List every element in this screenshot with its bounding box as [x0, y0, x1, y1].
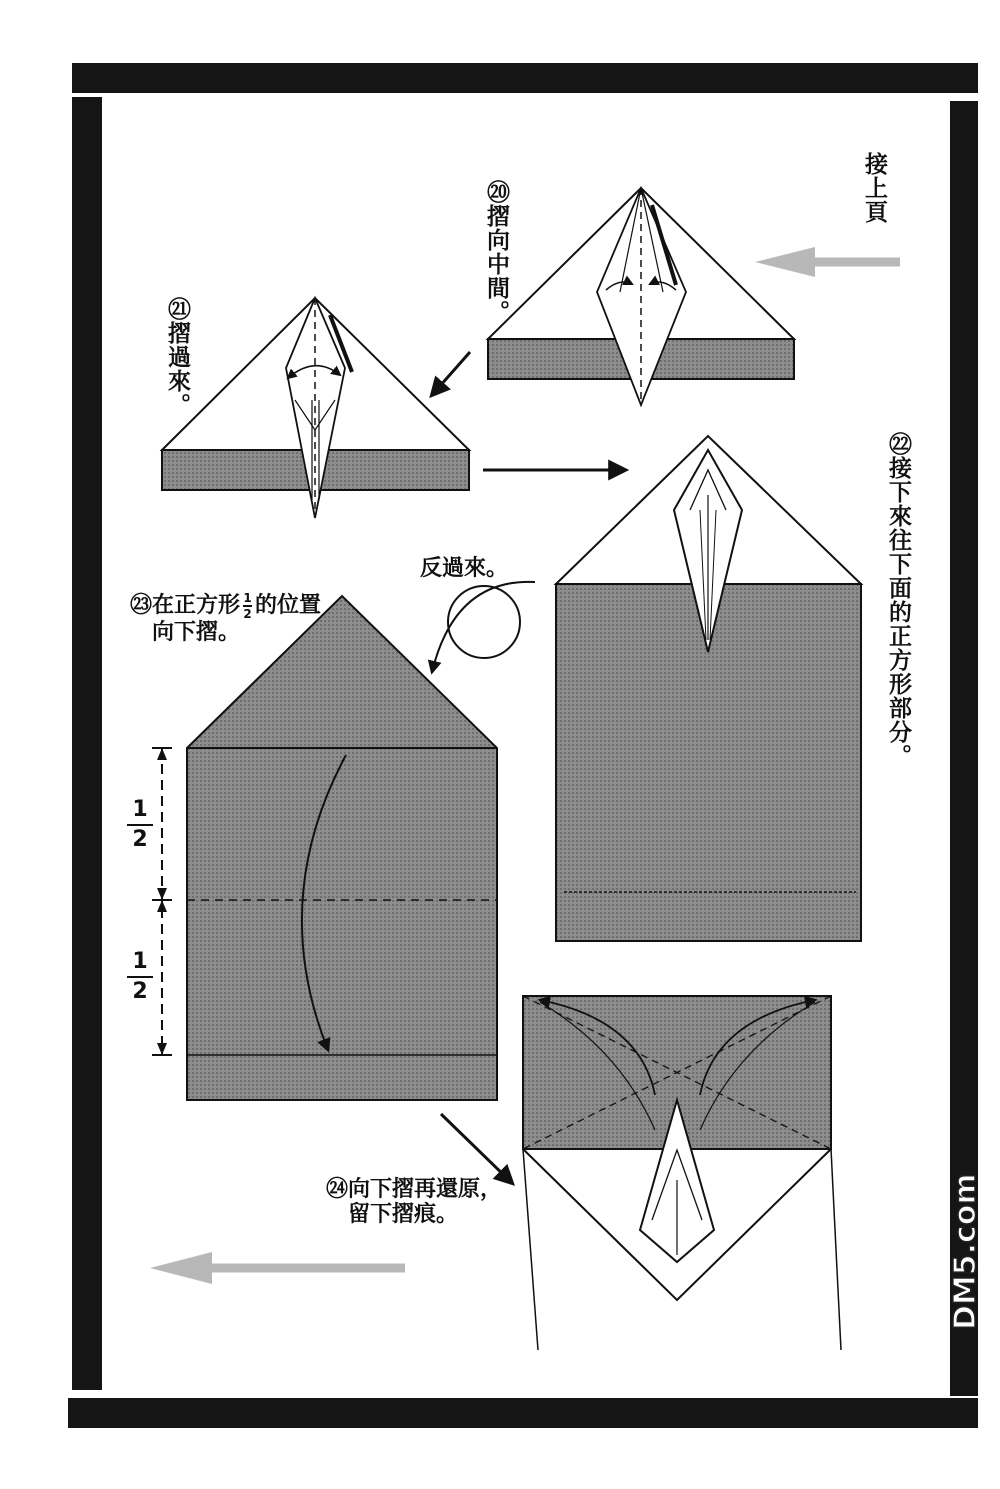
step-24-figure [523, 996, 841, 1350]
step-20-figure [488, 188, 794, 405]
step-24-line2: 留下摺痕。 [348, 1202, 459, 1228]
step-23-figure [152, 596, 497, 1100]
continue-label: 接上頁 [861, 152, 887, 224]
measure-top-num: 1 [132, 797, 148, 822]
step-24-label [326, 1177, 502, 1228]
measure-top-fraction [127, 798, 153, 852]
step-23-label [130, 592, 321, 645]
measure-bottom-num: 1 [132, 949, 148, 974]
step-23-line1: ㉓在正方形 [130, 593, 241, 619]
arrow-23-to-24 [441, 1114, 512, 1183]
step-20-label: ⑳摺向中間。 [483, 180, 509, 324]
watermark: DM5.com [948, 1173, 983, 1330]
arrow-20-to-21 [432, 352, 470, 395]
step-23-frac-num: 1 [243, 591, 252, 605]
step-23-line1-suffix: 的位置 [255, 593, 322, 619]
step-22-figure [556, 436, 861, 941]
measure-top-den: 2 [132, 827, 148, 853]
step-21-label: ㉑摺過來。 [164, 297, 190, 417]
step-22-label: ㉒接下來往下面的正方形部分。 [885, 432, 911, 768]
step-21-figure [162, 298, 469, 518]
measure-bottom-den: 2 [132, 979, 148, 1005]
gray-arrow-right [755, 247, 900, 277]
step-23-frac-den: 2 [243, 606, 252, 621]
gray-arrow-left [150, 1252, 405, 1284]
measure-bottom-fraction [127, 950, 153, 1004]
flip-symbol [432, 582, 535, 672]
step-24-line1: ㉔向下摺再還原， [326, 1177, 503, 1202]
step-23-line2: 向下摺。 [152, 619, 241, 645]
flip-label: 反過來。 [420, 556, 509, 581]
